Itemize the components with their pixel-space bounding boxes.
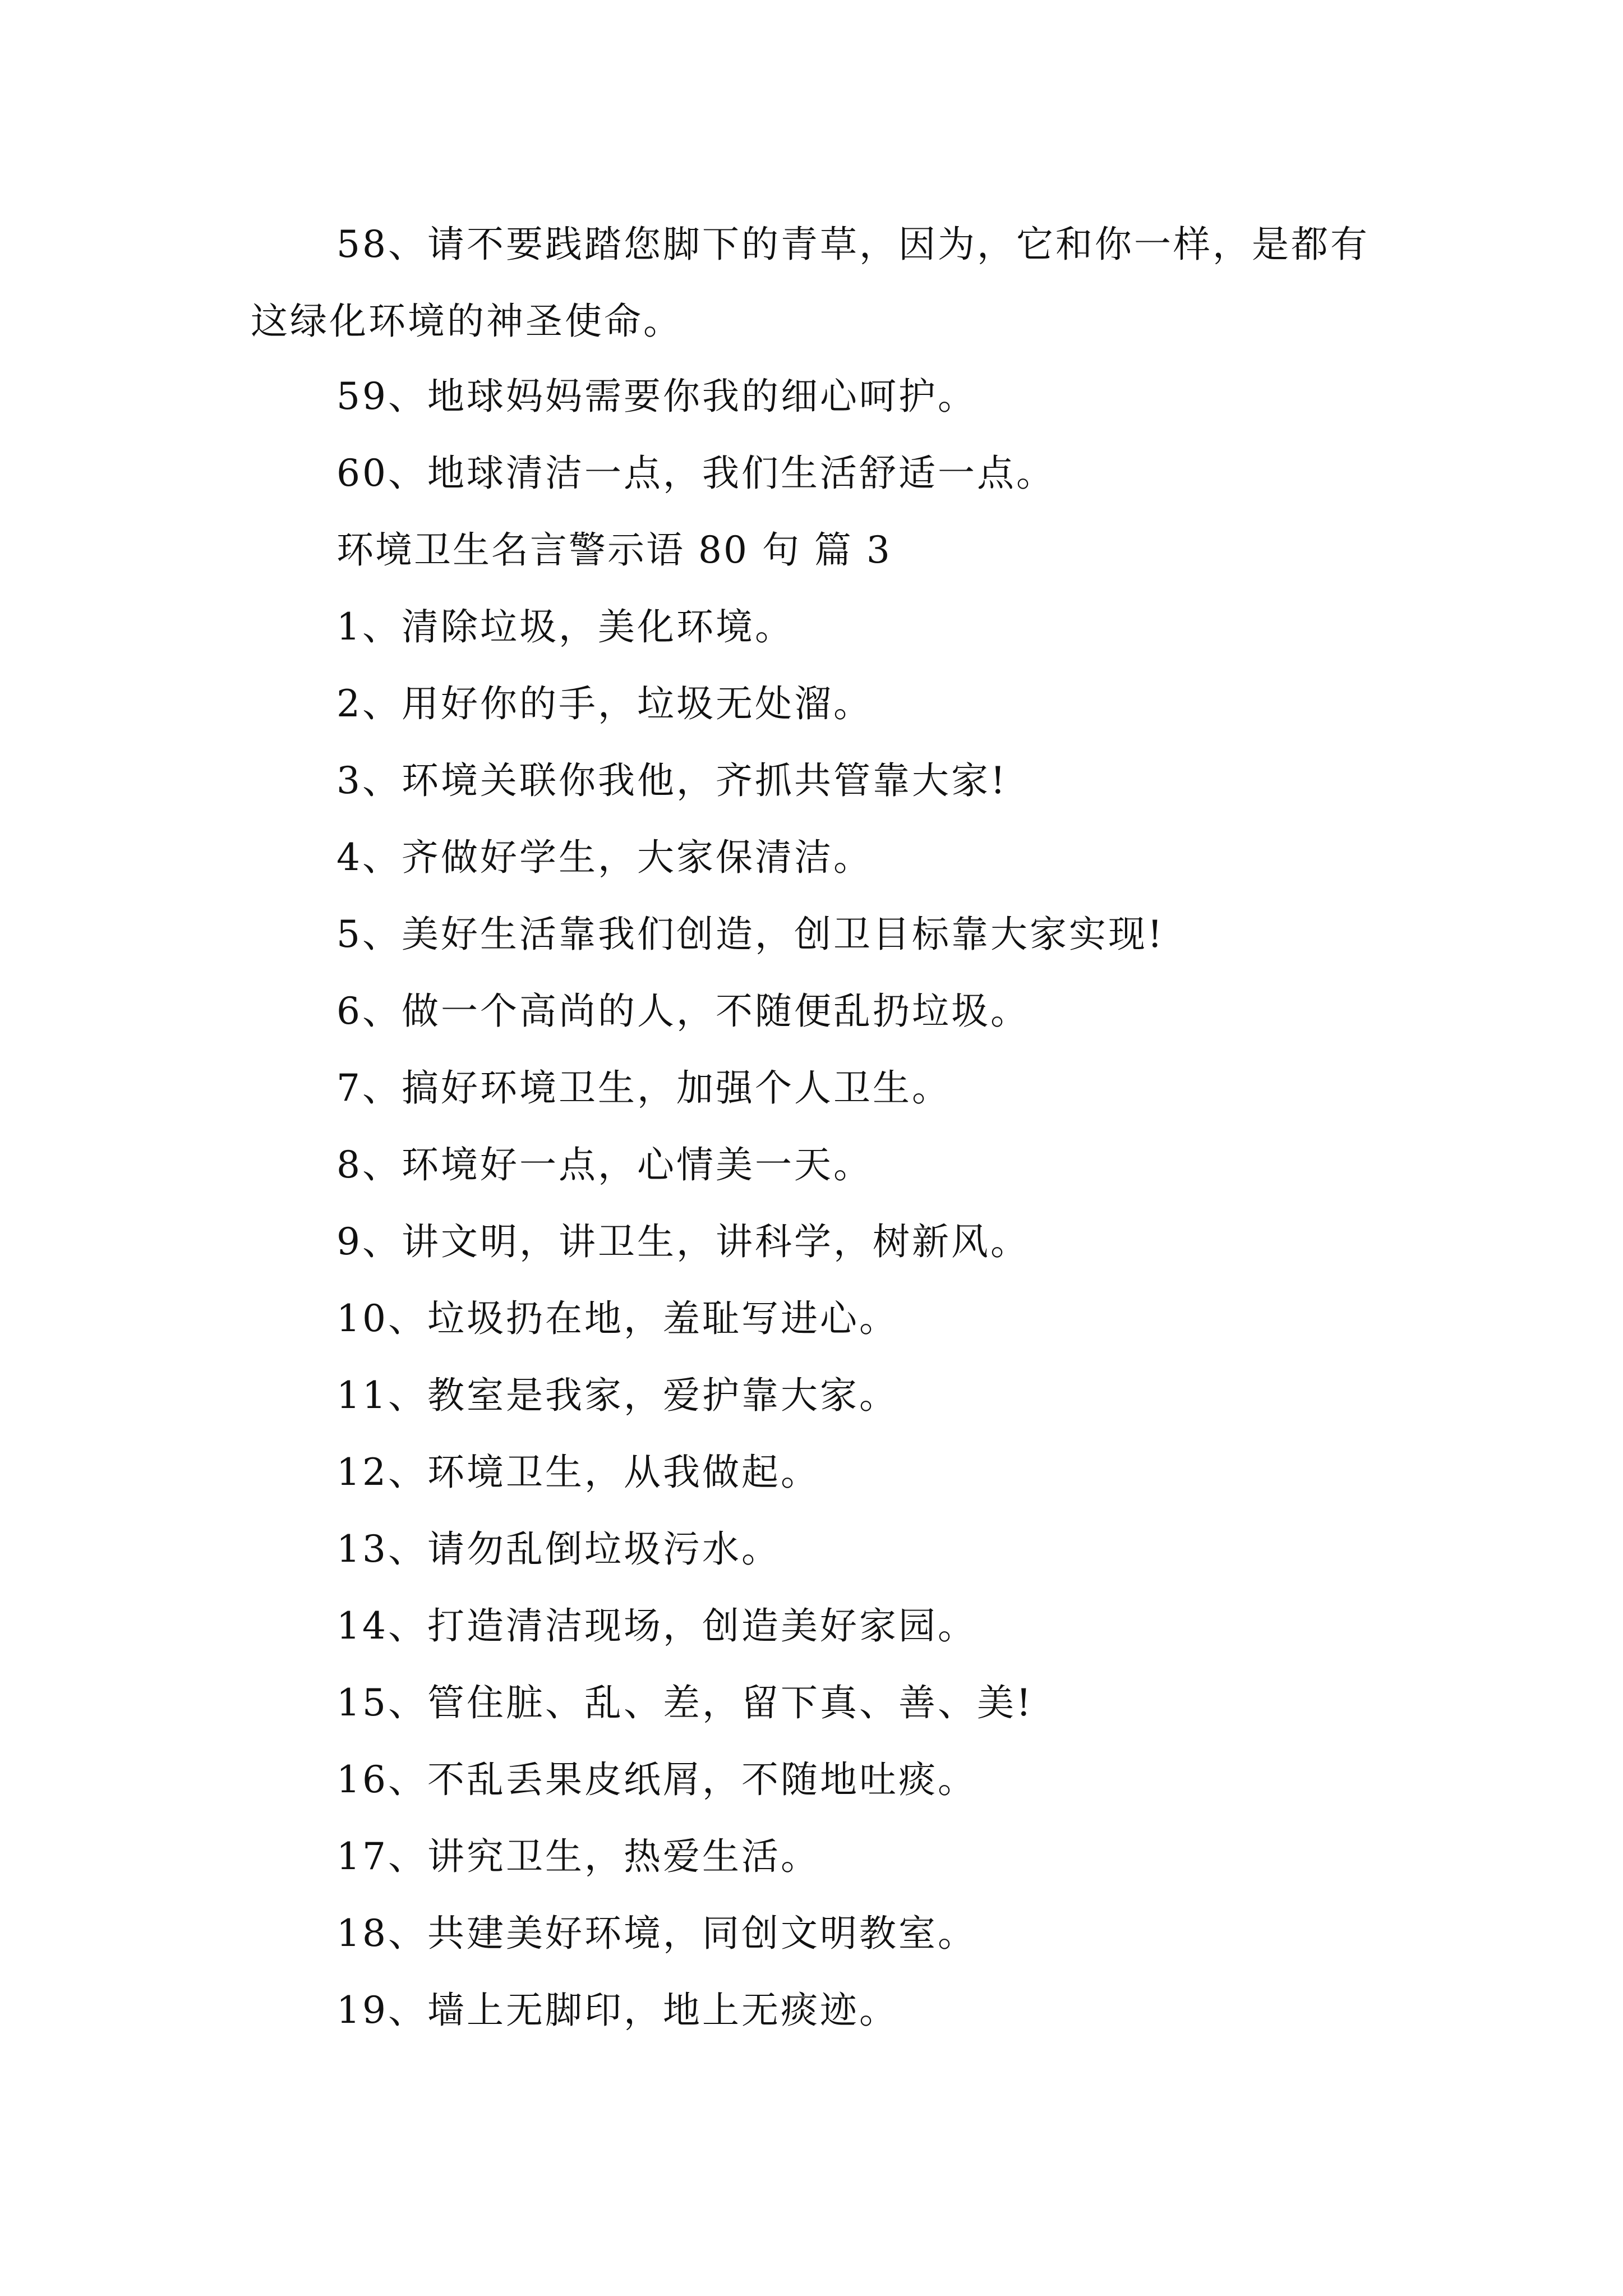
paragraph-59: 59、地球妈妈需要你我的细心呵护。	[336, 375, 977, 418]
list-item: 15、管住脏、乱、差，留下真、善、美!	[336, 1681, 1034, 1724]
list-item: 16、不乱丢果皮纸屑，不随地吐痰。	[336, 1758, 977, 1801]
list-item: 2、用好你的手，垃圾无处溜。	[336, 682, 873, 725]
list-item: 5、美好生活靠我们创造，创卫目标靠大家实现!	[336, 913, 1165, 956]
paragraph-58: 58、请不要践踏您脚下的青草，因为，它和你一样，是都有这绿化环境的神圣使命。	[251, 223, 1370, 343]
list-item: 14、打造清洁现场，创造美好家园。	[336, 1604, 977, 1648]
list-item: 17、讲究卫生，热爱生活。	[336, 1835, 820, 1878]
list-item: 7、搞好环境卫生，加强个人卫生。	[336, 1066, 951, 1110]
list-item: 9、讲文明，讲卫生，讲科学，树新风。	[336, 1220, 1030, 1263]
section-heading: 环境卫生名言警示语 80 句 篇 3	[336, 528, 892, 572]
list-item: 12、环境卫生，从我做起。	[336, 1451, 820, 1494]
list-item: 18、共建美好环境，同创文明教室。	[336, 1912, 977, 1955]
list-item: 3、环境关联你我他，齐抓共管靠大家!	[336, 759, 1008, 802]
list-item: 6、做一个高尚的人，不随便乱扔垃圾。	[336, 990, 1030, 1033]
list-item: 8、环境好一点，心情美一天。	[336, 1143, 873, 1186]
list-item: 19、墙上无脚印，地上无痰迹。	[336, 1989, 898, 2032]
list-item: 4、齐做好学生，大家保清洁。	[336, 836, 873, 879]
list-item: 1、清除垃圾，美化环境。	[336, 605, 794, 648]
list-item: 13、请勿乱倒垃圾污水。	[336, 1527, 781, 1571]
paragraph-60: 60、地球清洁一点，我们生活舒适一点。	[336, 452, 1055, 495]
list-item: 11、教室是我家，爱护靠大家。	[336, 1374, 898, 1417]
list-item: 10、垃圾扔在地，羞耻写进心。	[336, 1297, 898, 1340]
